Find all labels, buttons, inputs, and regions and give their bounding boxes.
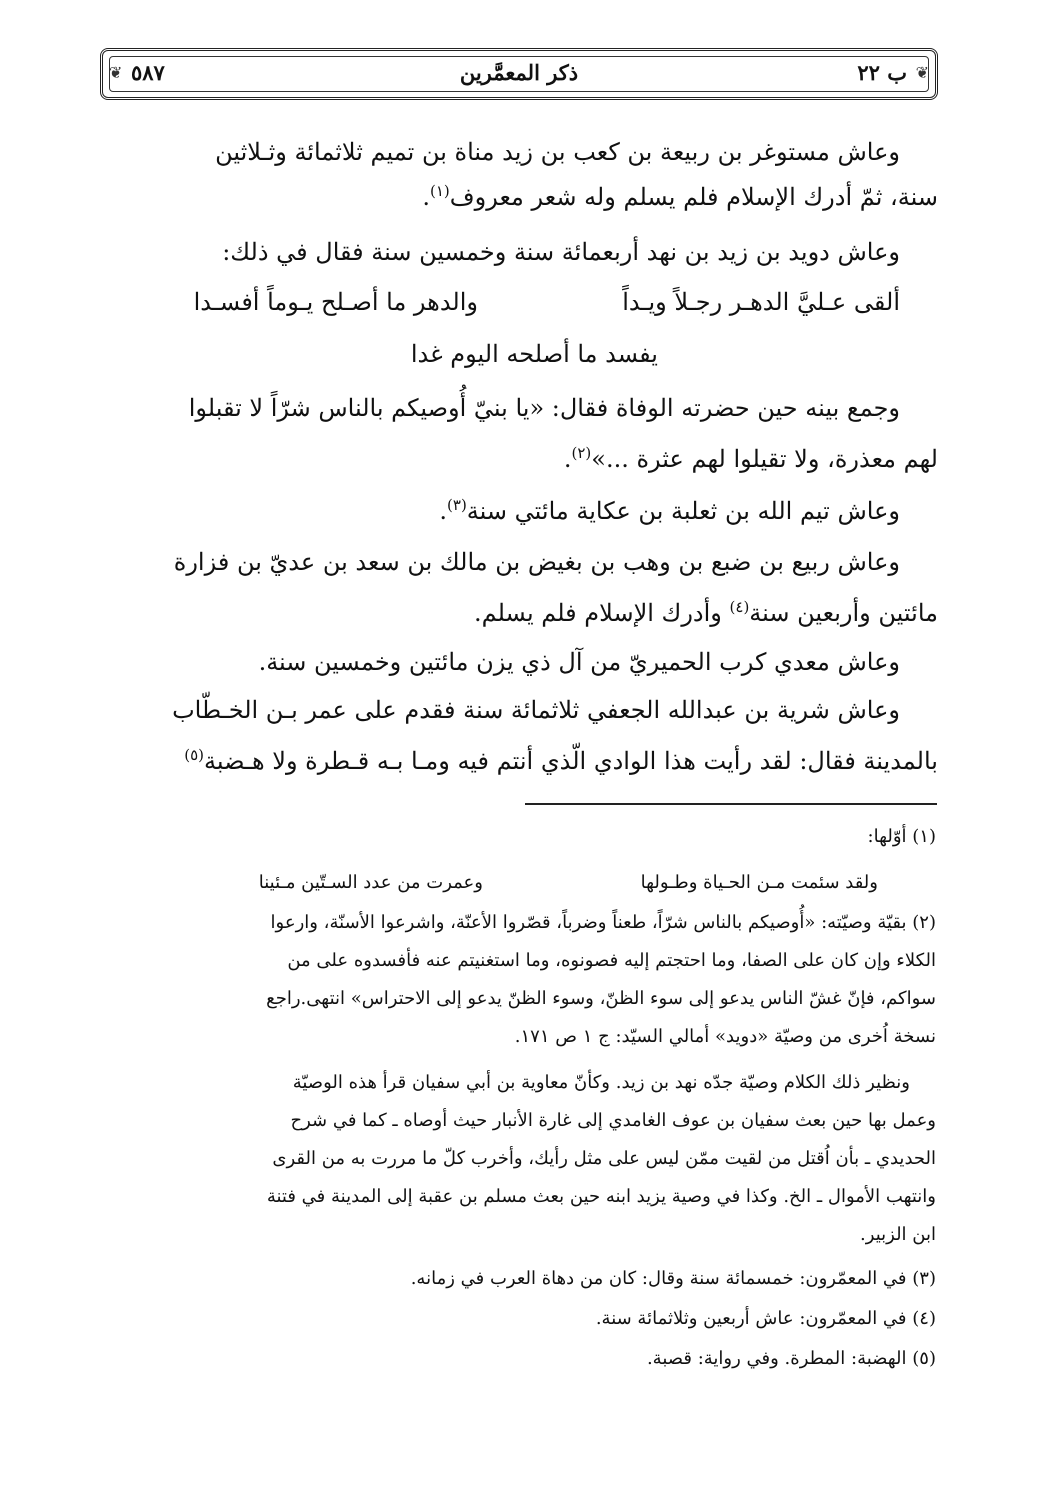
page-title: ذكر المعمَّرين bbox=[459, 60, 579, 85]
text-line: وعاش تيم الله بن ثعلبة بن عكاية مائتي سنة$^{(٣)}$. bbox=[439, 496, 900, 525]
footnote-2-line: ونظير ذلك الكلام وصيّة جدّه نهد بن زيد. وكأنّ معاوية بن أبي سفيان قرأ هذه الوصيّة bbox=[292, 1072, 910, 1093]
footnote-ref: (١) bbox=[429, 182, 450, 200]
footnote-1-verse-a: ولقد سئمت مـن الحـياة وطـولها bbox=[640, 872, 878, 893]
footnote-ref: (٢) bbox=[571, 444, 592, 462]
footnote-2-line: الحديدي ـ بأن اُقتل من لقيت ممّن ليس على مثل رأيك، وأخرب كلّ ما مررت به من القرى bbox=[272, 1148, 936, 1169]
text-span: سنة، ثمّ أدرك الإسلام فلم يسلم وله شعر معروف bbox=[449, 183, 938, 211]
verse-hemistich: ألقى عـليَّ الدهـر رجـلاً ويـداً bbox=[622, 288, 900, 316]
footnote-2-line: سواكم، فإنّ غشّ الناس يدعو إلى سوء الظنّ، وسوء الظنّ يدعو إلى الاحتراس» انتهى.راجع bbox=[266, 988, 936, 1009]
ornament-left-icon: ❦ bbox=[109, 63, 123, 82]
text-line bbox=[102, 598, 938, 627]
verse-hemistich: والدهر ما أصـلح يـوماً أفسـدا bbox=[193, 288, 478, 316]
footnote-ref: (٥) bbox=[184, 746, 205, 764]
footnote-2-line: وانتهب الأموال ـ الخ. وكذا في وصية يزيد ابنه حين بعث مسلم بن عقبة إلى المدينة في فتنة bbox=[266, 1186, 936, 1207]
verse-hemistich: يفسد ما أصلحه اليوم غدا bbox=[410, 340, 658, 368]
text-line: وعاش مستوغر بن ربيعة بن كعب بن زيد مناة بن تميم ثلاثمائة وثـلاثين bbox=[215, 138, 900, 166]
text-line: وجمع بينه حين حضرته الوفاة فقال: «يا بنيّ أُوصيكم بالناس شرّاً لا تقبلوا bbox=[188, 394, 900, 422]
footnote-ref: (٤) bbox=[729, 598, 750, 616]
text-line: لهم معذرة، ولا تقيلوا لهم عثرة ...»$^{(٢)}$. bbox=[563, 444, 938, 473]
text-span: بالمدينة فقال: لقد رأيت هذا الوادي الّذي أنتم فيه ومـا بـه قـطرة ولا هـضبة bbox=[204, 747, 938, 775]
footnote-1-verse-b: وعمرت من عدد السـتّين مـئينا bbox=[258, 872, 483, 893]
text-span: وعاش تيم الله بن ثعلبة بن عكاية مائتي سنة bbox=[466, 497, 900, 525]
text-line: وعاش معدي كرب الحميريّ من آل ذي يزن مائتين وخمسين سنة. bbox=[258, 648, 900, 676]
section-label: ب ٢٢ bbox=[857, 60, 907, 85]
footnote-4: (٤) في المعمّرون: عاش أربعين وثلاثمائة سنة. bbox=[595, 1308, 936, 1329]
footnote-5: (٥) الهضبة: المطرة. وفي رواية: قصبة. bbox=[646, 1348, 936, 1369]
footnote-separator bbox=[525, 803, 937, 805]
text-line bbox=[102, 746, 938, 775]
text-line: سنة، ثمّ أدرك الإسلام فلم يسلم وله شعر معروف$^{(١)}$. bbox=[422, 182, 938, 211]
text-span: لهم معذرة، ولا تقيلوا لهم عثرة ...» bbox=[591, 445, 938, 473]
text-line: وعاش ربيع بن ضبع بن وهب بن بغيض بن مالك بن سعد بن عديّ بن فزارة bbox=[173, 548, 900, 576]
text-line: وعاش شرية بن عبدالله الجعفي ثلاثمائة سنة فقدم على عمر بـن الخـطّاب bbox=[172, 696, 900, 724]
running-header bbox=[100, 48, 938, 100]
footnote-2-line: الكلاء وإن كان على الصفا، وما احتجتم إليه فصونوه، وما استغنيتم عنه فأفسدوه على من bbox=[287, 950, 936, 971]
footnote-2-line: وعمل بها حين بعث سفيان بن عوف الغامدي إلى غارة الأنبار حيث أوصاه ـ كما في شرح bbox=[290, 1110, 936, 1131]
page-number: ٥٨٧ bbox=[131, 60, 165, 85]
text-span: مائتين وأربعين سنة bbox=[749, 599, 938, 627]
footnote-2-line: ابن الزبير. bbox=[860, 1224, 936, 1245]
footnote-ref: (٣) bbox=[447, 496, 467, 514]
ornament-right-icon: ❦ bbox=[915, 63, 929, 82]
text-line: وعاش دويد بن زيد بن نهد أربعمائة سنة وخمسين سنة فقال في ذلك: bbox=[222, 238, 900, 266]
footnote-2-line: نسخة اُخرى من وصيّة «دويد» أمالي السيّد: ج ١ ص ١٧١. bbox=[514, 1026, 936, 1047]
footnote-1-label: (١) أوّلها: bbox=[867, 826, 936, 847]
footnote-2-line: (٢) بقيّة وصيّته: «أُوصيكم بالناس شرّاً، طعناً وضرباً، قصّروا الأعنّة، واشرعوا الأسنّة، وارعوا bbox=[270, 912, 936, 933]
footnote-3: (٣) في المعمّرون: خمسمائة سنة وقال: كان من دهاة العرب في زمانه. bbox=[410, 1268, 936, 1289]
text-span: وأدرك الإسلام فلم يسلم. bbox=[474, 599, 730, 627]
main-text bbox=[102, 138, 938, 798]
